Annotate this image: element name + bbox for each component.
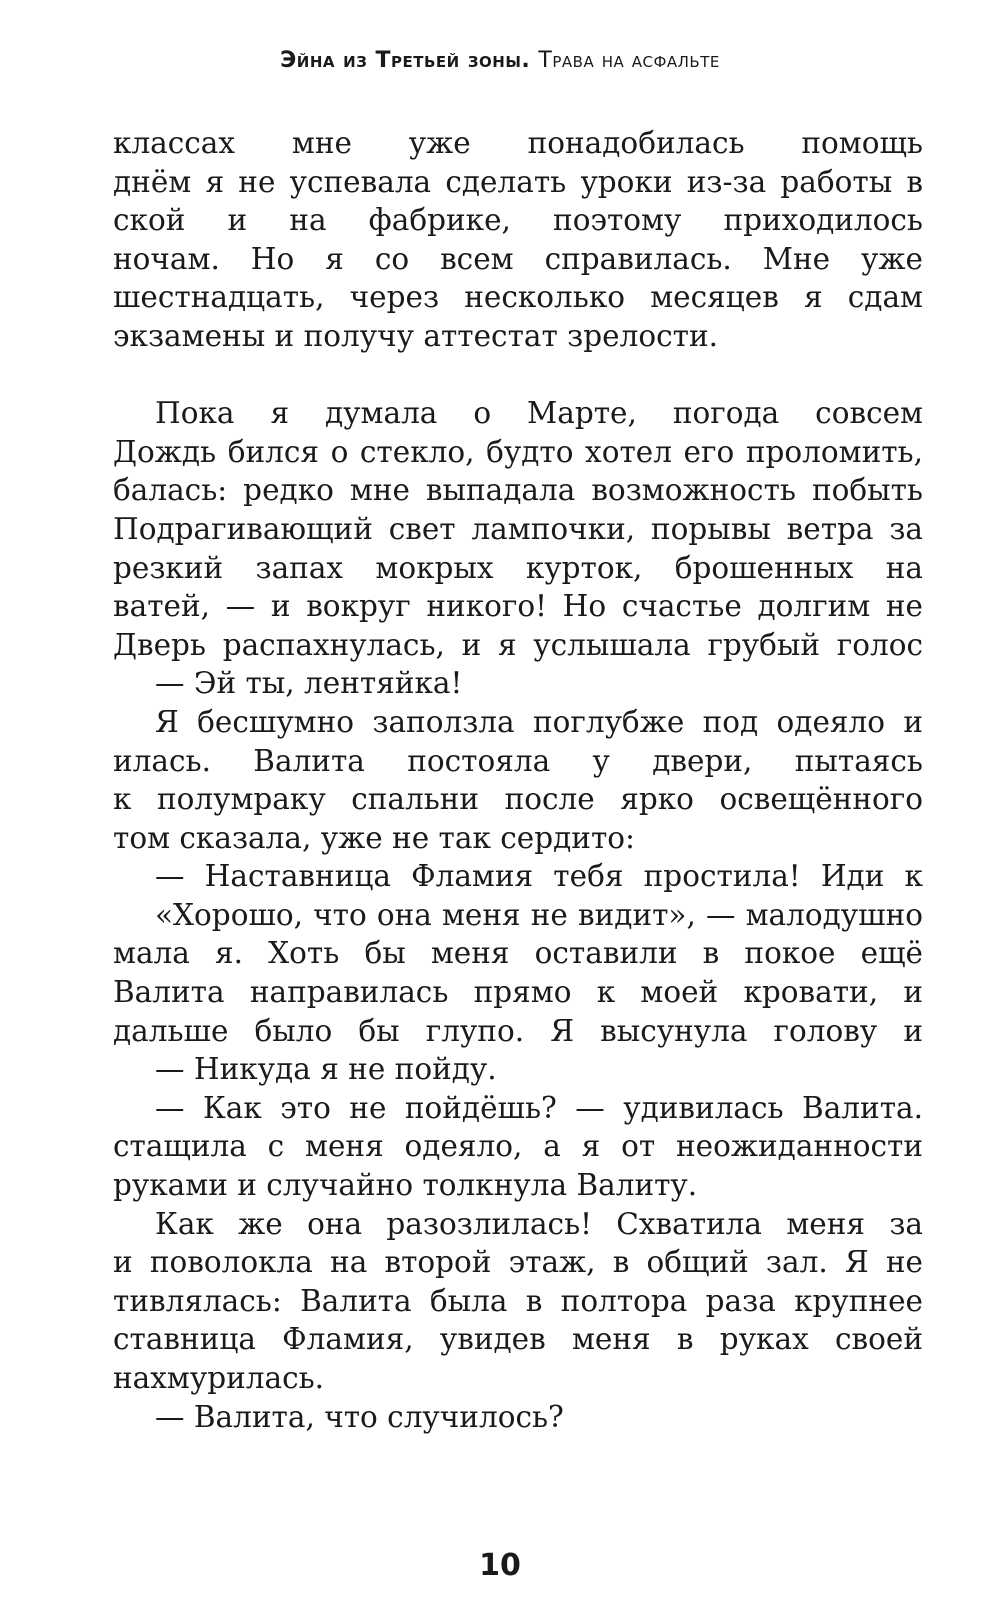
text-line: ватей, — и вокруг никого! Но счастье долгим не: [113, 589, 923, 624]
text-line: экзамены и получу аттестат зрелости.: [113, 318, 718, 353]
text-line: — Эй ты, лентяйка!: [155, 666, 463, 701]
text-line: тивлялась: Валита была в полтора раза крупнее: [113, 1283, 923, 1318]
text-line: том сказала, уже не так сердито:: [113, 820, 635, 855]
text-line: днём я не успевала сделать уроки из-за работы в: [113, 164, 923, 199]
text-line: классах мне уже понадобилась помощь: [113, 126, 923, 160]
text-line: Подрагивающий свет лампочки, порывы ветра за: [113, 511, 923, 546]
text-line: мала я. Хоть бы меня оставили в покое ещё: [113, 936, 923, 971]
text-line: Как же она разозлилась! Схватила меня за: [155, 1206, 923, 1241]
text-line: — Как это не пойдёшь? — удивилась Валита.: [155, 1090, 923, 1125]
text-line: Дождь бился о стекло, будто хотел его проломить,: [113, 434, 923, 469]
section-break: [113, 356, 923, 395]
text-line: и поволокла на второй этаж, в общий зал. Я не: [113, 1245, 923, 1280]
text-line: Пока я думала о Марте, погода совсем: [155, 396, 923, 431]
text-line: балась: редко мне выпадала возможность побыть: [113, 473, 923, 508]
text-line: стащила с меня одеяло, а я от неожиданности: [113, 1129, 923, 1164]
running-header: [0, 48, 1000, 73]
text-line: — Наставница Фламия тебя простила! Иди к: [155, 859, 923, 894]
text-line: — Валита, что случилось?: [155, 1399, 564, 1434]
text-line: нахмурилась.: [113, 1361, 325, 1395]
running-header-title: Эйна из Третьей зоны.: [280, 48, 531, 73]
running-header-subtitle: Трава на асфальте: [538, 48, 720, 73]
text-line: Валита направилась прямо к моей кровати, и: [113, 975, 923, 1010]
text-line: дальше было бы глупо. Я высунула голову и: [113, 1013, 923, 1048]
text-line: ставница Фламия, увидев меня в руках своей: [113, 1322, 923, 1357]
page-number: 10: [479, 1548, 521, 1583]
text-line: ночам. Но я со всем справилась. Мне уже: [113, 241, 923, 276]
text-line: илась. Валита постояла у двери, пытаясь: [113, 743, 923, 778]
body-text: [113, 124, 923, 1436]
text-line: Дверь распахнулась, и я услышала грубый голос: [113, 627, 923, 662]
text-line: ской и на фабрике, поэтому приходилось: [113, 203, 923, 238]
text-line: руками и случайно толкнула Валиту.: [113, 1168, 698, 1203]
text-line: шестнадцать, через несколько месяцев я сдам: [113, 280, 923, 315]
text-line: к полумраку спальни после ярко освещённого: [113, 782, 923, 817]
text-line: «Хорошо, что она меня не видит», — малодушно: [155, 897, 923, 932]
text-line: резкий запах мокрых курток, брошенных на: [113, 550, 923, 585]
text-line: Я бесшумно заползла поглубже под одеяло и: [155, 704, 923, 739]
text-line: — Никуда я не пойду.: [155, 1052, 497, 1087]
